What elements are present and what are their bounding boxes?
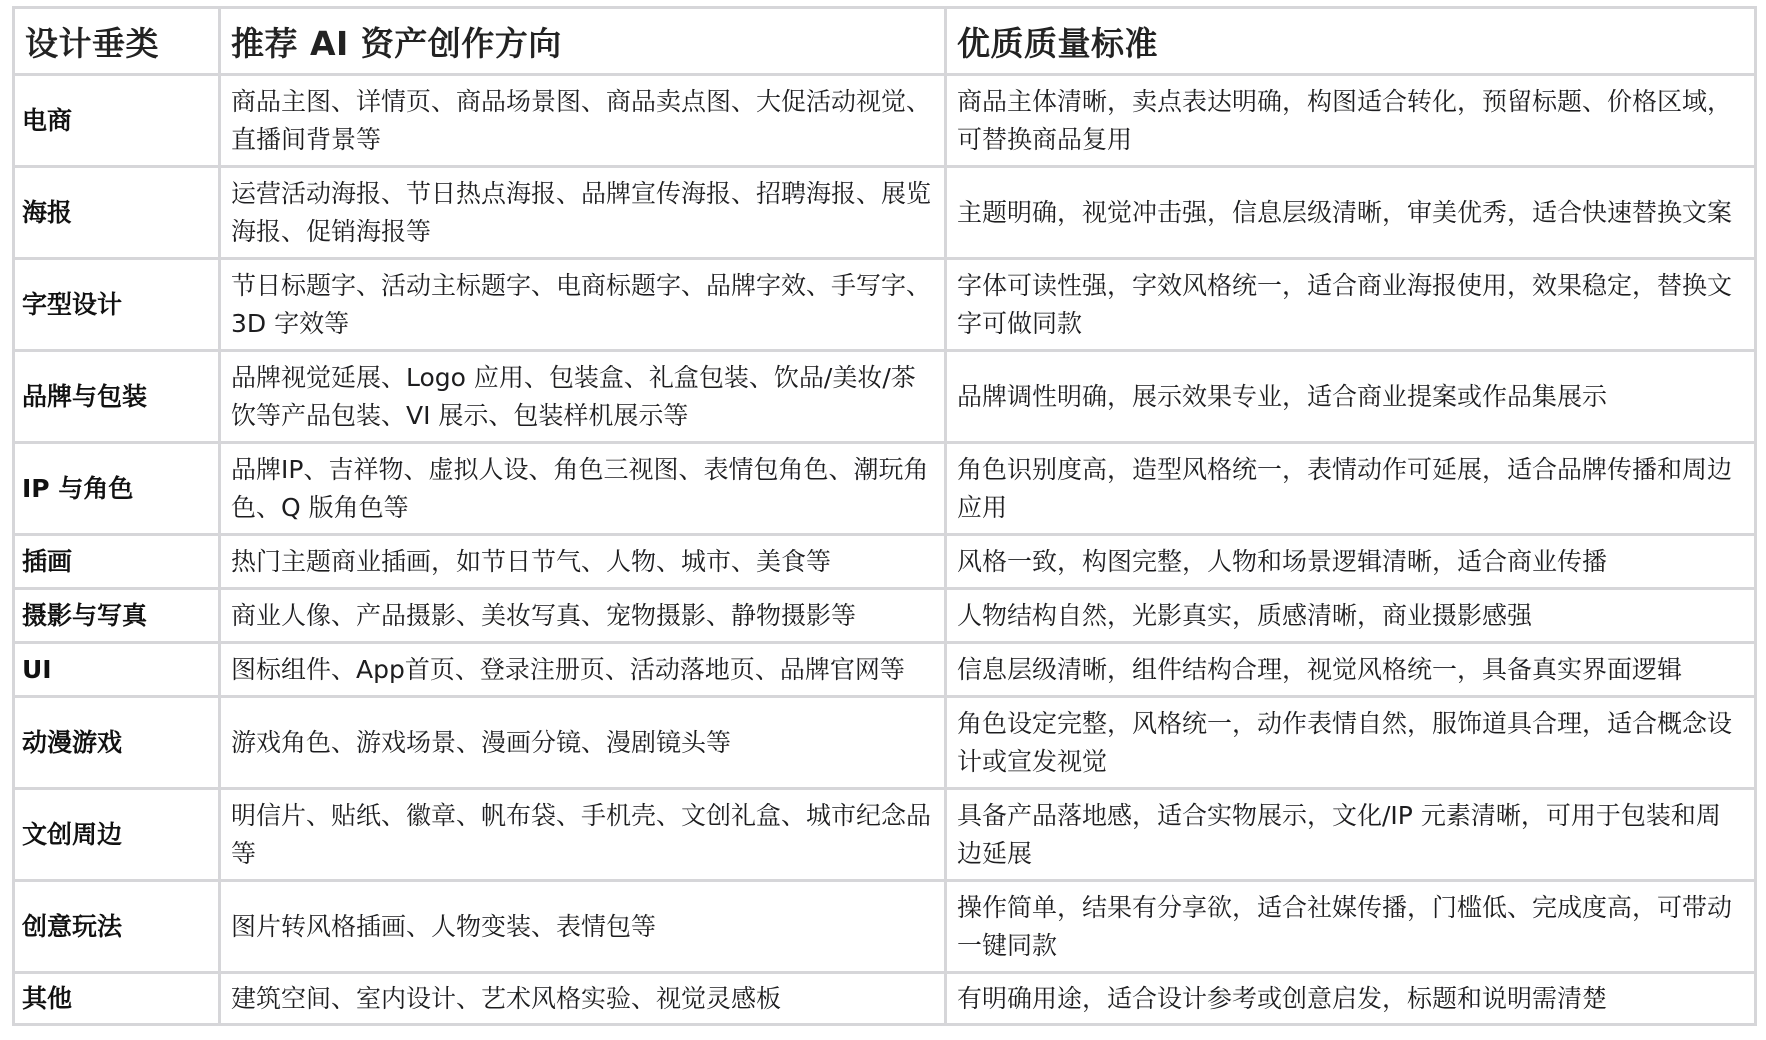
row-directions: 图片转风格插画、人物变装、表情包等 [220, 881, 946, 973]
row-standard: 具备产品落地感，适合实物展示，文化/IP 元素清晰，可用于包装和周边延展 [946, 789, 1756, 881]
row-directions: 运营活动海报、节日热点海报、品牌宣传海报、招聘海报、展览海报、促销海报等 [220, 167, 946, 259]
row-standard: 信息层级清晰，组件结构合理，视觉风格统一，具备真实界面逻辑 [946, 643, 1756, 697]
row-category: 插画 [14, 535, 220, 589]
row-directions: 商品主图、详情页、商品场景图、商品卖点图、大促活动视觉、直播间背景等 [220, 75, 946, 167]
row-standard: 主题明确，视觉冲击强，信息层级清晰，审美优秀，适合快速替换文案 [946, 167, 1756, 259]
header-standard: 优质质量标准 [946, 8, 1756, 75]
row-standard: 角色识别度高，造型风格统一，表情动作可延展，适合品牌传播和周边应用 [946, 443, 1756, 535]
row-standard: 有明确用途，适合设计参考或创意启发，标题和说明需清楚 [946, 973, 1756, 1025]
table-row [14, 643, 1756, 697]
table-row [14, 351, 1756, 443]
row-category: 文创周边 [14, 789, 220, 881]
row-category: 创意玩法 [14, 881, 220, 973]
table-header-row [14, 8, 1756, 75]
row-directions: 游戏角色、游戏场景、漫画分镜、漫剧镜头等 [220, 697, 946, 789]
row-category: IP 与角色 [14, 443, 220, 535]
row-directions: 品牌IP、吉祥物、虚拟人设、角色三视图、表情包角色、潮玩角色、Q 版角色等 [220, 443, 946, 535]
row-standard: 操作简单，结果有分享欲，适合社媒传播，门槛低、完成度高，可带动一键同款 [946, 881, 1756, 973]
row-standard: 角色设定完整，风格统一，动作表情自然，服饰道具合理，适合概念设计或宣发视觉 [946, 697, 1756, 789]
row-standard: 品牌调性明确，展示效果专业，适合商业提案或作品集展示 [946, 351, 1756, 443]
table-row [14, 167, 1756, 259]
row-directions: 热门主题商业插画，如节日节气、人物、城市、美食等 [220, 535, 946, 589]
row-category: 摄影与写真 [14, 589, 220, 643]
row-standard: 人物结构自然，光影真实，质感清晰，商业摄影感强 [946, 589, 1756, 643]
header-category: 设计垂类 [14, 8, 220, 75]
table-row [14, 697, 1756, 789]
row-directions: 品牌视觉延展、Logo 应用、包装盒、礼盒包装、饮品/美妆/茶饮等产品包装、VI 展示、包装样机展示等 [220, 351, 946, 443]
table-row [14, 259, 1756, 351]
design-vertical-table-container [12, 6, 1757, 1026]
row-directions: 商业人像、产品摄影、美妆写真、宠物摄影、静物摄影等 [220, 589, 946, 643]
table-row [14, 589, 1756, 643]
row-category: 字型设计 [14, 259, 220, 351]
row-standard: 字体可读性强，字效风格统一，适合商业海报使用，效果稳定，替换文字可做同款 [946, 259, 1756, 351]
row-directions: 图标组件、App首页、登录注册页、活动落地页、品牌官网等 [220, 643, 946, 697]
row-directions: 建筑空间、室内设计、艺术风格实验、视觉灵感板 [220, 973, 946, 1025]
row-category: 品牌与包装 [14, 351, 220, 443]
row-standard: 商品主体清晰，卖点表达明确，构图适合转化，预留标题、价格区域，可替换商品复用 [946, 75, 1756, 167]
row-category: 海报 [14, 167, 220, 259]
design-vertical-table [12, 6, 1757, 1026]
table-row [14, 789, 1756, 881]
row-category: 动漫游戏 [14, 697, 220, 789]
table-row [14, 881, 1756, 973]
row-category: 其他 [14, 973, 220, 1025]
row-category: 电商 [14, 75, 220, 167]
row-standard: 风格一致，构图完整，人物和场景逻辑清晰，适合商业传播 [946, 535, 1756, 589]
row-category: UI [14, 643, 220, 697]
table-row [14, 535, 1756, 589]
row-directions: 节日标题字、活动主标题字、电商标题字、品牌字效、手写字、3D 字效等 [220, 259, 946, 351]
table-row [14, 75, 1756, 167]
table-row [14, 973, 1756, 1025]
header-directions: 推荐 AI 资产创作方向 [220, 8, 946, 75]
row-directions: 明信片、贴纸、徽章、帆布袋、手机壳、文创礼盒、城市纪念品等 [220, 789, 946, 881]
table-row [14, 443, 1756, 535]
